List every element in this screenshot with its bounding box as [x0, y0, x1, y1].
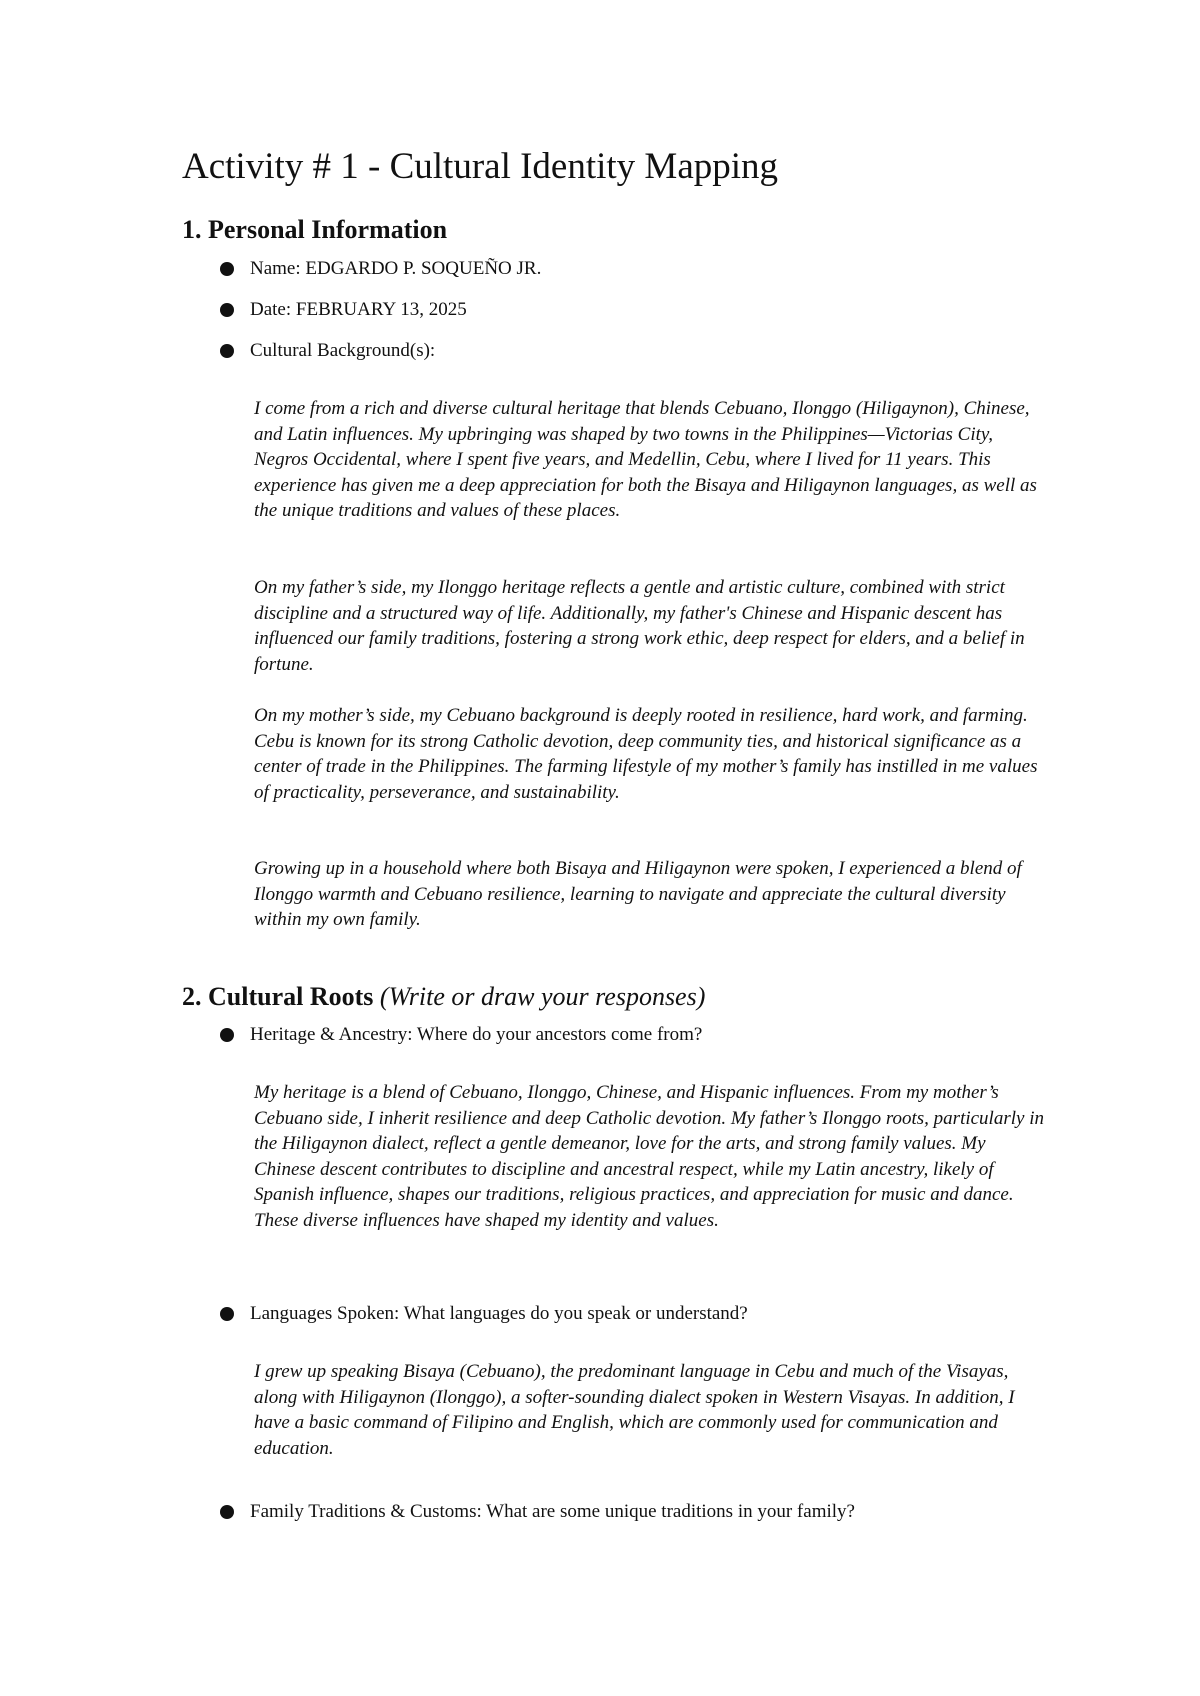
bullet-icon [220, 1028, 234, 1042]
background-paragraph-2: On my father’s side, my Ilonggo heritage reflects a gentle and artistic culture, combined with strict discipline and a structured way of life. Additionally, my father's Chinese and Hispanic descent has influenced our family traditions, fostering a strong work ethic, deep respect for elders, and a belief in fortune. [254, 577, 1025, 675]
background-paragraph-4: Growing up in a household where both Bisaya and Hiligaynon were spoken, I experienced a blend of Ilonggo warmth and Cebuano resilience, learning to navigate and appreciate the cultural diversity within my own family. [254, 858, 1022, 931]
bullet-icon [220, 303, 234, 317]
bullet-icon [220, 1307, 234, 1321]
bullet-icon [220, 1505, 234, 1519]
section-title: Cultural Roots [208, 982, 374, 1011]
heritage-question: Heritage & Ancestry: Where do your ancestors come from? [250, 1024, 703, 1045]
languages-answer: I grew up speaking Bisaya (Cebuano), the predominant language in Cebu and much of the Visayas, along with Hiligaynon (Ilonggo), a softer-sounding dialect spoken in Western Visayas. In addition, I have a basic command of Filipino and English, which are commonly used for communication and education. [254, 1361, 1015, 1459]
languages-question: Languages Spoken: What languages do you speak or understand? [250, 1303, 748, 1324]
bullet-icon [220, 262, 234, 276]
bullet-icon [220, 344, 234, 358]
background-paragraph-3: On my mother’s side, my Cebuano background is deeply rooted in resilience, hard work, and farming. Cebu is known for its strong Catholic devotion, deep community ties, and historical significance as a center of trade in the Philippines. The farming lifestyle of my mother’s family has instilled in me values of practicality, perseverance, and sustainability. [254, 705, 1038, 803]
heritage-answer: My heritage is a blend of Cebuano, Ilonggo, Chinese, and Hispanic influences. From my mother’s Cebuano side, I inherit resilience and deep Catholic devotion. My father’s Ilonggo roots, particularly in the Hiligaynon dialect, reflect a gentle demeanor, love for the arts, and strong family values. My Chinese descent contributes to discipline and ancestral respect, while my Latin ancestry, likely of Spanish influence, shapes our traditions, religious practices, and appreciation for music and dance. These diverse influences have shaped my identity and values. [254, 1082, 1044, 1231]
list-item-name [220, 255, 541, 283]
cultural-background-label: Cultural Background(s): [250, 340, 436, 361]
traditions-question: Family Traditions & Customs: What are some unique traditions in your family? [250, 1501, 855, 1522]
document-title: Activity # 1 - Cultural Identity Mapping [182, 146, 779, 187]
section-title: Personal Information [208, 215, 448, 244]
name-text: Name: EDGARDO P. SOQUEÑO JR. [250, 258, 542, 279]
section-hint: (Write or draw your responses) [379, 982, 706, 1011]
list-item-traditions [220, 1498, 855, 1526]
section-heading-personal-information [182, 213, 447, 247]
list-item-heritage [220, 1021, 702, 1049]
section-heading-cultural-roots [182, 980, 705, 1014]
section-number: 1. [182, 215, 202, 244]
background-paragraph-1: I come from a rich and diverse cultural heritage that blends Cebuano, Ilonggo (Hiligaynon), Chinese, and Latin influences. My upbringing was shaped by two towns in the Philippines—Victorias City, Negros Occidental, where I spent five years, and Medellin, Cebu, where I lived for 11 years. This experience has given me a deep appreciation for both the Bisaya and Hiligaynon languages, as well as the unique traditions and values of these places. [254, 398, 1037, 522]
list-item-date [220, 296, 467, 324]
date-text: Date: FEBRUARY 13, 2025 [250, 299, 467, 320]
list-item-languages [220, 1300, 748, 1328]
section-number: 2. [182, 982, 202, 1011]
list-item-cultural-background [220, 337, 435, 365]
